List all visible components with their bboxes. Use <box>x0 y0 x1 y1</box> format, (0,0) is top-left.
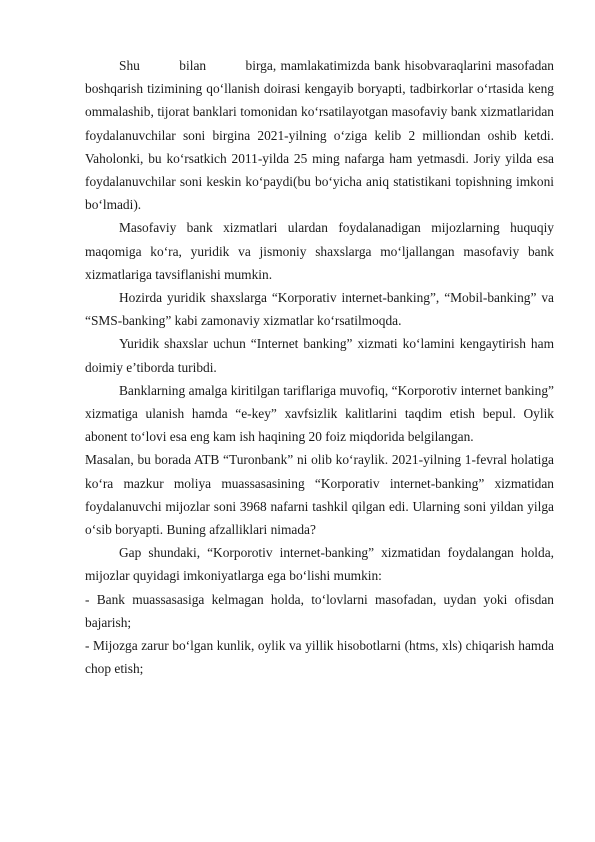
paragraph-2: Masofaviy bank xizmatlari ulardan foydalanadigan mijozlarning huquqiy maqomiga koʻra, yuridik va jismoniy shaxslarga moʻljallangan masofaviy bank xizmatlariga tavsiflanishi mumkin. <box>85 220 554 282</box>
paragraph-7: Gap shundaki, “Korporotiv internet-banking” xizmatidan foydalangan holda, mijozlar quyidagi imkoniyatlarga ega boʻlishi mumkin: <box>85 545 554 584</box>
paragraph-5: Banklarning amalga kiritilgan tariflariga muvofiq, “Korporotiv internet banking” xizmatiga ulanish hamda “e-key” xavfsizlik kalitlarini taqdim etish bepul. Oylik abonent toʻlovi esa eng kam ish haqining 20 foiz miqdorida belgilangan. <box>85 382 554 445</box>
list-item-1: - Bank muassasasiga kelmagan holda, toʻlovlarni masofadan, uydan yoki ofisdan bajarish; <box>85 591 554 630</box>
paragraph-6: Masalan, bu borada ATB “Turonbank” ni olib koʻraylik. 2021-yilning 1-fevral holatiga koʻra mazkur moliya muassasasining “Korporativ internet-banking” xizmatidan foydalanuvchi mijozlar soni 3968 nafarni tashkil qilgan edi. Ularning soni yildan yilga oʻsib boryapti. Buning afzalliklari nimada? <box>85 452 554 538</box>
paragraph-4: Yuridik shaxslar uchun “Internet banking” xizmati koʻlamini kengaytirish ham doimiy e’tiborda turibdi. <box>85 336 554 375</box>
paragraph-1: Shu bilan birga, mamlakatimizda bank hisobvaraqlarini masofadan boshqarish tizimining qoʻllanish doirasi kengayib boryapti, tadbirkorlar oʻrtasida keng ommalashib, tijorat banklari tomonidan koʻrsatilayotgan masofaviy bank xizmatlaridan foydalanuvchilar soni birgina 2021-yilning oʻziga kelib 2 milliondan oshib ketdi. Vaholonki, bu koʻrsatkich 2011-yilda 25 ming nafarga ham yetmasdi. Joriy yilda esa foydalanuvchilar soni keskin koʻpaydi(bu boʻyicha aniq statistikani topishning imkoni boʻlmadi). <box>85 58 558 213</box>
list-item-2: - Mijozga zarur boʻlgan kunlik, oylik va yillik hisobotlarni (htms, xls) chiqarish hamda chop etish; <box>85 638 554 677</box>
document-body <box>85 54 558 680</box>
paragraph-3: Hozirda yuridik shaxslarga “Korporativ internet-banking”, “Mobil-banking” va “SMS-banking” kabi zamonaviy xizmatlar koʻrsatilmoqda. <box>85 290 554 329</box>
